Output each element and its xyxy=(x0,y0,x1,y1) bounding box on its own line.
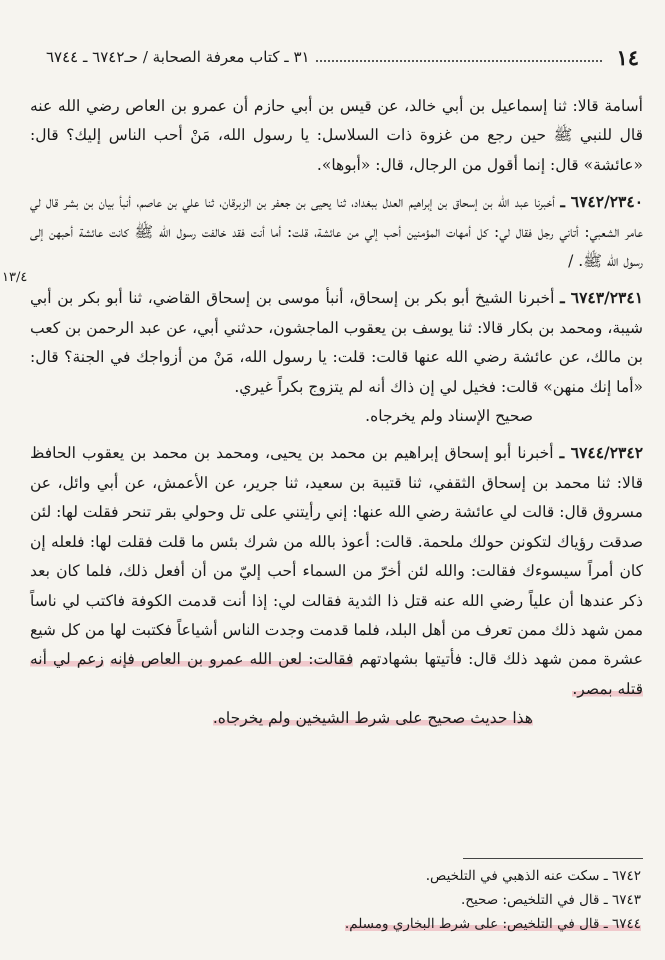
hadith-6744 xyxy=(30,438,643,704)
header-dotted-rule xyxy=(316,60,603,62)
page-number: ١٤ xyxy=(616,44,639,70)
hadith-6742 xyxy=(30,187,643,276)
text-line: أخبرنا أبو إسحاق إبراهيم بن محمد بن يحيى، ومحمد بن xyxy=(193,444,554,463)
highlighted-text: هذا حديث صحيح على شرط الشيخين ولم يخرجاه. xyxy=(212,709,533,728)
footnote: ٦٧٤٣ ـ قال في التلخيص: صحيح. xyxy=(460,892,641,908)
hadith-number: ٦٧٤٣/٢٣٤١ ـ xyxy=(560,288,644,308)
text-line: شيع عشرة ممن شهد ذلك قال: فأتيتها بشهادتهم xyxy=(30,620,643,669)
text-line: شهد ذلك ممن تعرف من أهل البلد، فلما قدمت وجدت الناس أشياعاً فكتبت لها من كل xyxy=(60,620,609,639)
text-line: جرير، عن الأعمش، عن أبي وائل، عن مسروق قال: قالت لي عائشة رضي الله عنها: xyxy=(30,473,643,522)
text-line: أسامة قالا: ثنا إسماعيل بن أبي خالد، عن قيس بن أبي حازم أن عمرو بن العاص xyxy=(125,97,643,115)
text-line: قالت: فخيل لي إن ذاك أنه لم يتزوج بكراً غيري. xyxy=(234,377,539,396)
text-line: خالفت رسول الله ﷺ كانت عائشة أحبهن إلى رسول الله ﷺ. / xyxy=(30,222,643,271)
hadith-number: ٦٧٤٢/٢٣٤٠ ـ xyxy=(560,192,644,212)
page-header xyxy=(46,44,639,70)
footnote: ٦٧٤٢ ـ سكت عنه الذهبي في التلخيص. xyxy=(425,868,641,884)
text-line: الماجشون، حدثني أبي، عن عبد الرحمن بن كعب بن مالك، عن عائشة رضي الله xyxy=(30,318,643,367)
text-line: الناس إليك؟ قال: «عائشة» قال: إنما أقول من الرجال، قال: «أبوها». xyxy=(30,126,643,174)
text-line: ملحمة. قالت: أعوذ بالله من شرك بئس ما قلت فقلت لها: فلعله إن كان أمراً سيسوءك xyxy=(30,532,644,581)
highlighted-text: ٦٧٤٤ ـ قال في التلخيص: على شرط البخاري ومسلم. xyxy=(344,916,641,932)
text-line: محمد بن يعقوب الحافظ قالا: ثنا محمد بن إسحاق الثقفي، ثنا قتيبة بن سعيد، ثنا xyxy=(30,444,643,492)
text-line: أن علياً رضي الله عنه قتل ذا الثدية فقالت لي: إذا أنت قدمت الكوفة فاكتب لي ناساً ممن xyxy=(30,591,643,639)
text-line: أخبرنا عبد الله بن إسحاق بن إبراهيم العدل ببغداد، ثنا xyxy=(336,193,555,212)
highlighted-text: زعم لي أنه قتله بمصر. xyxy=(30,650,643,698)
text-line: يحيى بن جعفر بن الزبرقان، ثنا علي بن عاصم، أنبأ بيان بن بشر قال لي عامر الشعبي: xyxy=(30,193,643,241)
highlighted-text: فقالت: لعن الله عمرو بن العاص فإنه xyxy=(110,650,354,669)
text-line: أتاني رجل فقال لي: كل أمهات المؤمنين أحب إلي من عائشة، قلت: أما أنت فقد xyxy=(232,222,579,241)
main-text xyxy=(30,92,643,734)
grading-note: صحيح الإسناد ولم يخرجاه. xyxy=(365,407,533,426)
hadith-number: ٦٧٤٤/٢٣٤٢ ـ xyxy=(559,443,644,463)
hadith-continuation xyxy=(30,92,643,180)
text-line: أخبرنا الشيخ أبو بكر بن إسحاق، أنبأ موسى بن إسحاق xyxy=(206,289,555,308)
text-line: القاضي، ثنا أبو بكر بن أبي شيبة، ومحمد بن بكار قالا: ثنا يوسف بن يعقوب xyxy=(30,289,643,337)
running-title: ٣١ ـ كتاب معرفة الصحابة / حـ٦٧٤٢ ـ ٦٧٤٤ xyxy=(46,48,310,66)
text-line: عنها قالت: قلت: يا رسول الله، مَنْ من أزواجك في الجنة؟ قال: «أما إنك منهن» xyxy=(30,348,643,396)
footnote-separator xyxy=(463,858,643,859)
text-line: فقالت: والله لئن أخرّ من السماء أحب إليّ من أن أفعل ذلك، فلما كان بعد ذكر عندها xyxy=(30,562,643,610)
text-line: إني رأيتني على تل وحولي بقر تنحر فقلت لها: لئن صدقت رؤياك لتكونن حولك xyxy=(30,503,643,551)
footnotes xyxy=(30,864,641,936)
text-line: رضي الله عنه قال للنبي ﷺ حين رجع من غزوة ذات السلاسل: يا رسول الله، مَنْ أحب xyxy=(30,97,643,145)
margin-reference: ١٣/٤ xyxy=(2,270,28,285)
hadith-6743 xyxy=(30,283,643,402)
grading-note xyxy=(30,704,643,733)
footnote xyxy=(30,912,641,936)
